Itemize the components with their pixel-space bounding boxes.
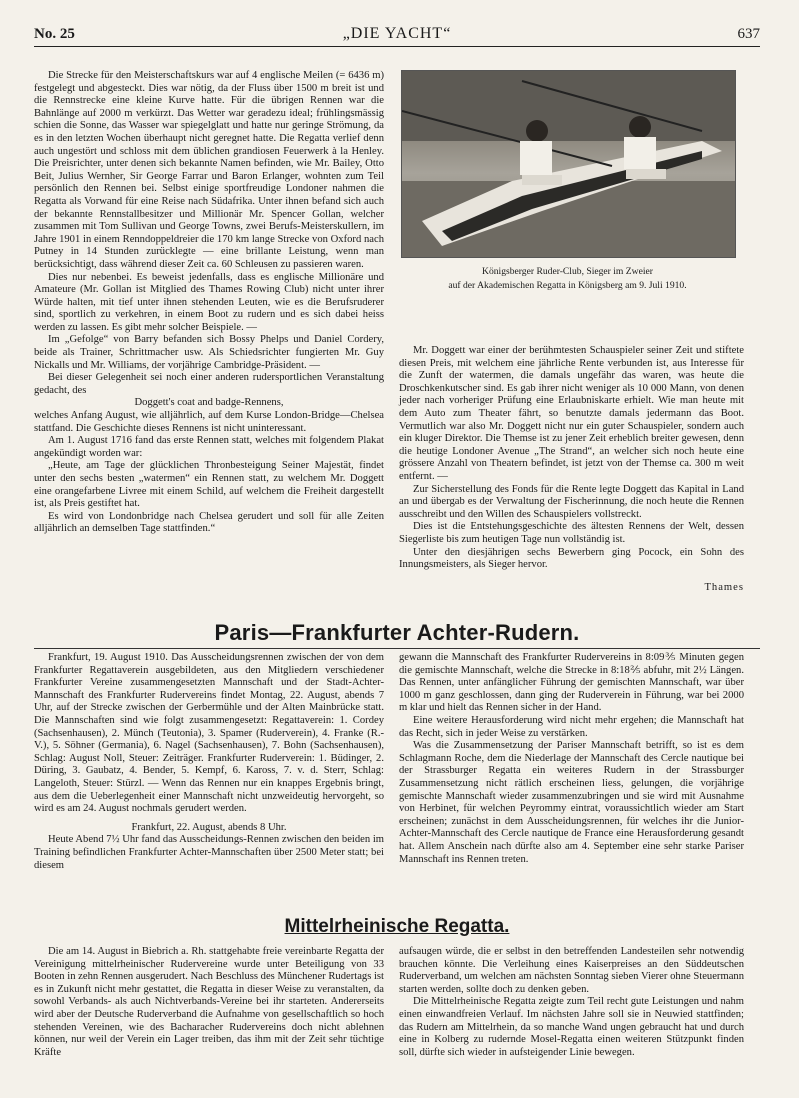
paris-frankfurt-right xyxy=(399,652,744,866)
article-doggett-left xyxy=(34,70,384,536)
paragraph: Was die Zusammensetzung der Pariser Mannschaft betrifft, so ist es dem Schlagmann Roche, dem die Niederlage der Mannschaft des Cercle nautique bei der Strassburger Regatta ein weiteres Rudern in der Strassburger Zusammensetzung nicht rätlich erscheinen liess, gelungen, die vorjährige gemischte Mannschaft wieder zusammenzubringen und sie wird mit Ausnahme von Herbinet, für welchen Peyrommy eintrat, voraussichtlich wieder am Start erscheinen; zunächst in dem Ausscheidungsrennen, für welches ihr die Junior-Achter-Mannschaft des Cercle nautique de France eine Herausforderung gesandt hat. Allem Anschein nach dürfte also am 4. September eine sehr starke Pariser Mannschaft ins Rennen treten. xyxy=(399,740,744,865)
paris-frankfurt-left xyxy=(34,652,384,872)
paragraph: gewann die Mannschaft des Frankfurter Rudervereins in 8:09⅗ Minuten gegen die gemischte Mannschaft, welche die Strecke in 8:18⅖ abfuhr, mit 2½ Längen. Das Rennen, unter anfänglicher Führung der gemischten Mannschaft, war über 1000 m ganz geschlossen, dann ging der Ruderverein in Führung, war bei 2000 m klar und hielt das Rennen sicher in der Hand. xyxy=(399,652,744,714)
dateline: Frankfurt, 22. August, abends 8 Uhr. xyxy=(131,821,287,833)
paragraph: Die am 14. August in Biebrich a. Rh. stattgehabte freie vereinbarte Regatta der Vereinigung mittelrheinischer Rudervereine wurde unter Beteiligung von 33 Booten in zehn Rennen ausgerudert. Nach Beschluss des Münchener Rudertags ist es in Zukunft nicht mehr gestattet, die Regatta in dieser Weise zu veranstalten, da sowohl Verbands- als auch Nichtverbands-Vereine bei ihr starteten. Andererseits wird aber der Deutsche Ruderverband die Aufnahme von gesellschaftlich so hoch stehenden Vereinen, wie des Bacharacher Rudervereins doch nicht ablehnen können, nur weil der Verein ein Lager treiben, das ihm mit der Zeit sehr tüchtige Kräfte xyxy=(34,946,384,1058)
mittelrhein-right xyxy=(399,946,744,1059)
paragraph: Bei dieser Gelegenheit sei noch einer anderen rudersportlichen Veranstaltung gedacht, des xyxy=(34,372,384,396)
paragraph: aufsaugen würde, die er selbst in den betreffenden Landesteilen sehr notwendig brauchen könnte. Die Verleihung eines Kaiserpreises an den Süddeutschen Ruderverband, um welchen am nächsten Sonntag sieben Vierer ohne Steuermann starten werden, sollte doch zu denken geben. xyxy=(399,946,744,995)
issue-number: No. 25 xyxy=(34,26,75,42)
paragraph: Die Mittelrheinische Regatta zeigte zum Teil recht gute Leistungen und nahm einen einwandfreien Verlauf. Im nächsten Jahre soll sie in Neuwied stattfinden; das Rudern am Mittelrhein, da so manche Wand ungen gebraucht hat und durch eine in Kolberg zu rudernde Mosel-Regatta einen weiteren Stützpunkt finden soll, dürfte sich wieder in aufsteigender Linie bewegen. xyxy=(399,996,744,1058)
subheading: Doggett's coat and badge-Rennens, xyxy=(134,397,284,409)
paragraph: Im „Gefolge“ von Barry befanden sich Bossy Phelps und Daniel Cordery, beide als Trainer, Schrittmacher usw. Als Schiedsrichter fungierten Mr. Guy Nickalls und Mr. Williams, der vorjährige Cambridge-Präsident. — xyxy=(34,334,384,371)
paragraph: Dies nur nebenbei. Es beweist jedenfalls, dass es englische Millionäre und Amateure (Mr. Gollan ist Mitglied des Thames Rowing Club) nicht unter ihrer Würde halten, mit tief unter ihnen stehenden Leuten, wie es die Berufsruderer sind, sportlich zu verkehren, in einem Boot zu rudern und es sich dabei heiss werden zu lassen. Es gibt mehr solcher Beispiele. — xyxy=(34,271,384,333)
paragraph: Unter den diesjährigen sechs Bewerbern ging Pocock, ein Sohn des Innungsmeisters, als Sieger hervor. xyxy=(399,546,744,571)
paragraph: Heute Abend 7½ Uhr fand das Ausscheidungs-Rennen zwischen den beiden im Training befindlichen Frankfurter Achter-Mannschaften über 2500 Meter statt; bei diesem xyxy=(34,834,384,871)
paragraph: Zur Sicherstellung des Fonds für die Rente legte Doggett das Kapital in Land an und übergab es der Verwaltung der Fischerinnung, die noch heute die Rennen ausschreibt und den Willen des Schauspielers vollstreckt. xyxy=(399,483,744,520)
paragraph: Mr. Doggett war einer der berühmtesten Schauspieler seiner Zeit und stiftete diesen Preis, mit welchem eine jährliche Rente verbunden ist, aus Interesse für die Zunft der watermen, die damals ungefähr das waren, was heute die Droschkenkutscher sind. Es gab ihrer nicht weniger als 10 000 Mann, von denen jeder nach vorheriger Prüfung eine Erlaubniskarte erhielt. Wie man heute mit dem Auto zum Theater fährt, so benutzte damals jedermann das Boot. Vermutlich war also Mr. Doggett nicht nur ein guter Schauspieler, sondern auch ein kluger Direktor. Die Themse ist zu jener Zeit erheblich breiter gewesen, denn die heutige Londoner Avenue „The Strand“, an welcher sich noch heute eine grössere Anzahl von Theatern befindet, ist jetzt von der Themse ca. 300 m weit entfernt. — xyxy=(399,345,744,482)
signature: Thames xyxy=(704,581,744,593)
rowers-illustration xyxy=(402,71,735,257)
page-header xyxy=(34,24,760,47)
page-number: 637 xyxy=(737,26,760,42)
paragraph: welches Anfang August, wie alljährlich, auf dem Kurse London-Bridge—Chelsea stattfand. Die Geschichte dieses Rennens ist nicht uninteressant. xyxy=(34,410,384,434)
divider xyxy=(34,648,760,649)
photo-caption: Königsberger Ruder-Club, Sieger im Zweier auf der Akademischen Regatta in Königsberg am 9. Juli 1910. xyxy=(448,266,687,291)
quote-paragraph: „Heute, am Tage der glücklichen Thronbesteigung Seiner Majestät, findet unter den sechs besten „watermen“ ein Rennen statt, zu welchem Mr. Doggett eine orangefarbene Livree mit einem Schild, auf welchem die Freiheit dargestellt ist, als Preis gestiftet hat. xyxy=(34,460,384,510)
paragraph: Eine weitere Herausforderung wird nicht mehr ergehen; die Mannschaft hat das Recht, sich in jeder Weise zu verstärken. xyxy=(399,714,744,739)
paragraph: Dies ist die Entstehungsgeschichte des ältesten Rennens der Welt, dessen Siegerliste bis zum heutigen Tage nun vollständig ist. xyxy=(399,521,744,545)
article-doggett-right xyxy=(399,345,744,594)
mittelrhein-left xyxy=(34,946,384,1059)
section-title-mittelrhein: Mittelrheinische Regatta. xyxy=(284,916,510,937)
quote-paragraph: Es wird von Londonbridge nach Chelsea gerudert und soll für alle Zeiten alljährlich an demselben Tage stattfinden.“ xyxy=(34,510,384,535)
section-title-paris-frankfurt: Paris—Frankfurter Achter-Rudern. xyxy=(214,620,580,645)
rowing-photo xyxy=(401,70,736,258)
paragraph: Frankfurt, 19. August 1910. Das Ausscheidungsrennen zwischen der von dem Frankfurter Regattaverein ausgebildeten, aus den Mitgliedern verschiedener Frankfurter Vereine zusammengesetzten Mannschaft und der Stadt-Achter-Mannschaft des Frankfurter Rudervereins findet Montag, 22. August, abends 7 Uhr, auf der Strecke zwischen der Gerbermühle und der Alten Mainbrücke statt. Die Mannschaften sind wie folgt zusammengesetzt: Regattaverein: 1. Cordey (Sachsenhausen), 2. Münch (Teutonia), 3. Spamer (Ruderverein), 4. Franke (R.-V.), 5. Söhner (Germania), 6. Nagel (Sachsenhausen), 7. Bohn (Sachsenhausen), Schlag: August Noll, Steuer: Zeiträger. Frankfurter Ruderverein: 1. Büdinger, 2. Düring, 3. Gaubatz, 4. Bender, 5. Kempf, 6. Kaross, 7. v. d. Sterr, Schlag: Langeloth, Steuer: Stürzl. — Wenn das Rennen nur ein knappes Ergebnis bringt, aus dem die Ueberlegenheit einer Mannschaft nicht unzweideutig hervorgeht, so wird es am 24. August nochmals gerudert werden. xyxy=(34,652,384,815)
magazine-title: „DIE YACHT“ xyxy=(342,25,452,42)
paragraph: Am 1. August 1716 fand das erste Rennen statt, welches mit folgendem Plakat angekündigt worden war: xyxy=(34,435,384,459)
paragraph: Die Strecke für den Meisterschaftskurs war auf 4 englische Meilen (= 6436 m) festgelegt und abgesteckt. Dies war nötig, da der Fluss über 1500 m breit ist und die Rennstrecke eine kleine Kurve hatte. Für die übrigen Rennen war die Bahnlänge auf 2000 m verkürzt. Das Wetter war geradezu ideal; frühlingsmässig schien die Sonne, das Wasser war spiegelglatt und hatte nur geringe Strömung, da es in den letzten Wochen überhaupt nicht geregnet hatte. Die Regatta verlief denn auch ungestört und schloss mit dem üblichen grandiosen Feuerwerk à la Henley. Die Preisrichter, unter denen sich bekannte Namen befinden, wie Mr. Bailey, Otto Beit, Julius Wernher, Sir George Farrar und Baron Erlanger, wohnten zum Teil persönlich den Rennen bei. Selbst einige sportfreudige Londoner nahmen die Regatta als Vorwand für eine Reise nach Südafrika. Unter ihnen befand sich auch der bekannte Rennstallbesitzer und Millionär Mr. Spencer Gollan, welcher zusammen mit Tom Sullivan und George Towns, zwei Berufs-Meisterskullern, im Jahre 1901 in einem Renndoppeldreier die 170 km lange Strecke von Oxford nach Putney in 14 Stunden zurücklegte — eine brillante Leistung, wenn man berücksichtigt, dass während dieser Zeit ca. 60 Schleusen zu passieren waren. xyxy=(34,70,384,270)
